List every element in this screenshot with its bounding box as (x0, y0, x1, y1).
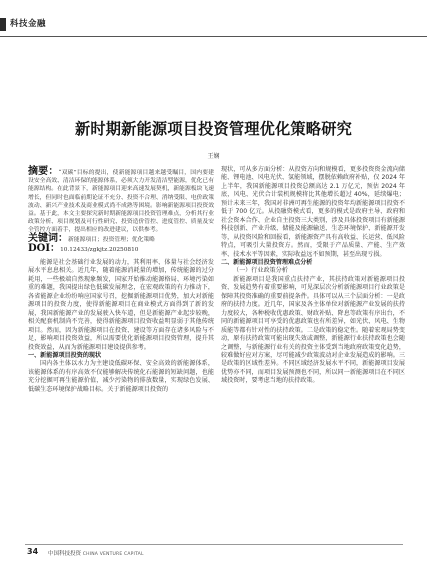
section-header-tab (0, 18, 74, 31)
header-rule (0, 36, 427, 37)
doi (28, 244, 214, 255)
footer-rule (25, 544, 403, 545)
right-column (221, 166, 405, 386)
section-1-paragraph: 国内各主体以水力为主建设低碳环保、安全高效的新能源体系，该能源体系的有序高效不仅能够解决传统化石能源的短缺问题，也能充分挖掘可再生能源价值，减少污染物的排放数量，实现绿色发展、低碳生态环境保护战略目标。关于新能源项目投资的 (28, 360, 214, 393)
section-heading-2: 二、新能源项目投资管理难点分析 (221, 258, 313, 266)
abstract-text: “双碳”目标的提出，使新能源项目越来越受瞩目，国内要建设安全高效、清洁环保的能源体系，必须大力开发清洁型能源，优化已有能源结构。在此背景下，新能源项目迎来高速发展契机，新能源板块飞速增长，但同时也面临前期论证不充分、投资不合理、消纳受限、电价政策波动、新兴产业技术及商业模式尚不成熟等困境。影响新能源项目投资效益。基于此，本文主要探究新时期新能源项目投资管理难点，分析其行业政策分析、项目规划及可行性研究、投资造价管控、进度管控、质量及安全管控方面着手，提出相应的改进建议，以供参考。 (28, 170, 215, 234)
keywords-text: 新能源项目；投资管理；优化策略 (68, 236, 155, 243)
right-paragraph: 现状，可从多方面分析：从投资方向和规模看，更多投资资金流向储能、锂电池、风电光伏、氢能领域，摆脱依赖政府补贴，仅 2024 年上半年，我国新能源项目投资总额高达 2.1 万亿元，预估 2024 年底，风电、光伏合计装机规模将比其他增长超过 40%，延续爆电；预计未来三年，我国对非洲可再生能源的投资年均新能源项目投资不低于 700 亿元。从投融资模式看，更多的模式是政府主导、政府和社会资本合作、企业自主投资三大类别，涉及具体投资项目有新能源科技创新、产业升级、储能及能源输送、生态环境保护、新能源开发等，从投资风险和回报看，新能源资产具有高收益、长运营、低风险特点，可吸引大量投资方。然而，受限于产品质量、产能、生产效率、技术水平等因素，实际收益远不如预期，甚至出现亏损。 (221, 166, 405, 258)
left-column (28, 168, 214, 394)
article-title: 新时期新能源项目投资管理优化策略研究 (75, 120, 352, 138)
doi-label: DOI： (28, 243, 61, 255)
keywords-label: 关键词： (28, 232, 68, 244)
subsection-heading-1: （一）行业政策分析 (233, 267, 288, 275)
doi-text: 10.12433/zgkjtz.20250810 (60, 247, 139, 254)
section-label: 科技金融 (10, 19, 47, 29)
journal-name-cn: 中国科技投资 (48, 551, 82, 557)
section-heading-1: 一、新能源项目投资的现状 (28, 352, 102, 360)
journal-name (48, 549, 144, 557)
intro-paragraph: 能源是社会基础行业发展的动力，其利用率、体量与社会经济发展水平息息相关。近几年，随着能源消耗量的增加，传统能源的过分耗用，一些极端自然现象频发，国家开始推动能源格局、环境污染如重的难题，我国提出绿色低碳发展理念，在宏观政策的有力推动下，各省能源企业纷纷响应国家号召，挖掘新能源项目优势，加大对新能源项目的投资力度，使得新能源项目在商业模式方面得到了新的发展，我国新能源产业的发展驶入快车道，但是新能源产业起步较晚，相关配套机制尚不完善，使得新能源项目投资收益明显弱于其他传统项目。然而，因为新能源项目在投资、建设等方面存在诸多风险与不足，影响项目投资效益，所以需要优化新能源项目投资管理，提升其投资效益，从而为新能源项目建设提供参考。 (28, 259, 214, 351)
abstract-label: 摘要： (28, 166, 59, 177)
journal-name-en: CHINA VENTURE CAPITAL (82, 552, 144, 557)
subsection-1-paragraph: 新能源项目是我国重点扶持产业，其扶持政策对新能源项目投资、发展趋势有着重要影响，可见深层次分析新能源项目行业政策是保障其投资准确的重要前提条件。具体可以从三个层面分析：一是政府的扶持力度。近几年，国家及各主体单位对新能源产业发展的扶持力度较大，各种税收优惠政策、财政补贴、降息等政策有序出台，不同的新能源项目可享受的优惠政策也有所差异，如光伏、风电、生物质能等都有针对性的扶持政策。二是政策的稳定性。随着宏观局势变动，原有扶持政策可能出现失效或调整，新能源行业扶持政策也会随之调整，与新能源行业有关的投资主体受到当地政府政策变化趋势，较难做好应对方案，尽可能减少政策波动对企业发展造成的影响。三是政策的区域性差异。不同区域经济发展水平不同，新能源项目发展优势亦不同，而项目发展预测也不同，所以同一新能源项目在不同区域投资时，要考虑当地的扶持政策。 (221, 275, 405, 385)
header-accent-bar (0, 18, 6, 31)
page-number: 34 (27, 547, 39, 556)
article-author: 王娴 (207, 153, 220, 160)
left-body (28, 259, 214, 394)
abstract (28, 168, 214, 235)
